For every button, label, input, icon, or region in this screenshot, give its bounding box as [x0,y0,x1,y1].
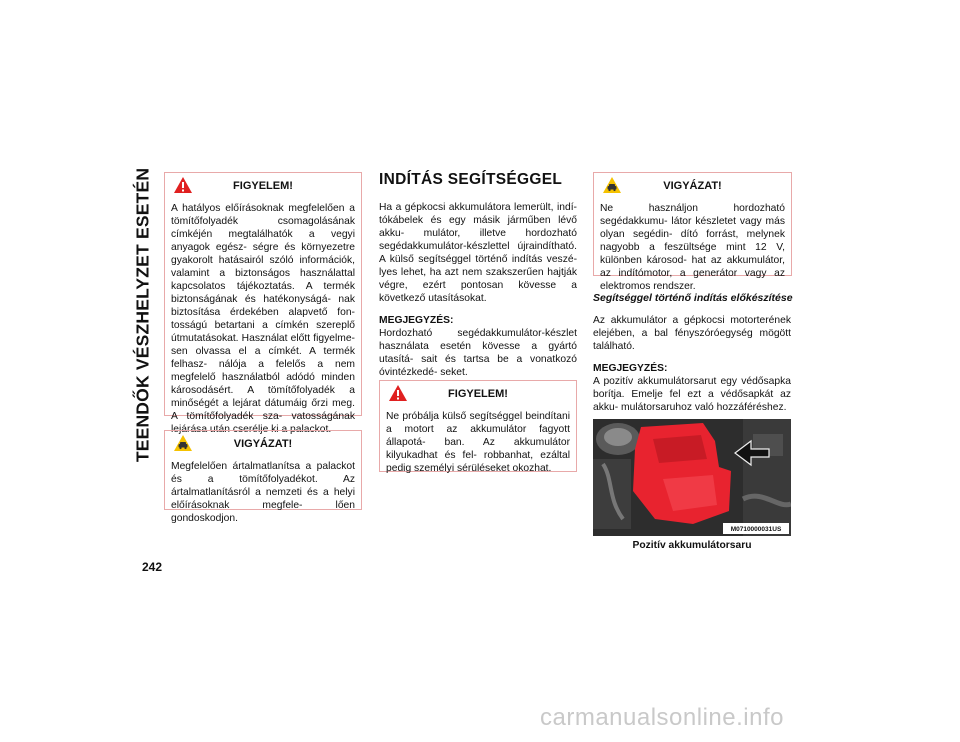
warning-box-figyelem-1 [164,172,362,435]
prep-subheading: Segítséggel történő indítás előkészítése [593,292,793,304]
site-watermark: carmanualsonline.info [540,704,784,731]
caution-box-header [165,431,361,457]
caution-box-vigyazat-2 [593,172,792,292]
caution-box-vigyazat-1 [164,430,362,524]
note-text: Hordozható segédakkumulátor-készlet használata esetén kövesse a gyártó utasítá- sait és tartsa be a vonatkozó óvintézkedé- seket. [379,328,577,378]
caution-box-title: VIGYÁZAT! [663,180,722,192]
warning-box-figyelem-2 [379,380,577,472]
battery-terminal-photo [593,419,791,536]
section-body [379,201,577,388]
prep-note-text: A pozitív akkumulátorsarut egy védősapka borítja. Emelje fel ezt a védősapkát az akku- mulátorsaruhoz való hozzáféréshez. [593,376,791,413]
engine-bay-illustration [593,419,791,536]
note-label: MEGJEGYZÉS: [379,315,454,326]
photo-caption: Pozitív akkumulátorsaru [632,540,752,551]
section-heading: INDÍTÁS SEGÍTSÉGGEL [379,171,563,188]
page-number: 242 [142,560,163,574]
caution-box-text: Megfelelően ártalmatlanítsa a palackot és a tömítőfolyadékot. Az ártalmatlanításról a nemzeti és a helyi előírásoknak megfele- lően gondoskodjon. [171,461,355,524]
caution-box-title: VIGYÁZAT! [233,438,293,450]
warning-box-header [380,381,576,407]
caution-box-text: Ne használjon hordozható segédakkumu- látor készletet vagy más olyan segédin- dító forrást, melynek nagyobb a feszültsége mint 12 V, különben károsod- hat az akkumulátor, az indítómotor, a generátor vagy az elektromos rendszer. [600,203,785,292]
caution-box-header [594,173,791,199]
warning-box-header [165,173,361,199]
prep-body [593,314,791,423]
sidebar-title-text: TEENDŐK VÉSZHELYZET ESETÉN [132,167,153,463]
intro-paragraph: Ha a gépkocsi akkumulátora lemerült, indí- tókábelek és egy másik járműben lévő akku- mulátor, illetve hordozható segédakkumulátor-készlettel újraindítható. A külső segítséggel történő indítás veszé- lyes lehet, ha azt nem szakszerűen hajtják végre, ezért pontosan kövesse a következő utasításokat. [379,202,577,304]
prep-note-label: MEGJEGYZÉS: [593,363,668,374]
warning-box-title: FIGYELEM! [448,388,508,400]
warning-box-text: A hatályos előírásoknak megfelelően a tömítőfolyadék csomagolásának címkéjén megtalálhatók a vegyi anyagok egész- ségre és környezetre gyakorolt hatásairól szóló információk, valamint a biztonságos használattal kapcsolatos tájékoztatás. A termék biztonságának és hatékonyságá- nak biztosítása érdekében alapvető fon- tosságú betartani a címkén szereplő útmutatásokat. Használat előtt figyelme- sen olvassa el a címkét. A termék felhasz- nálója a felelős a nem megfelelő használatból adódó minden károsodásért. A tömítőfolyadék a minőségét a lejárat dátumáig őrzi meg. A tömítőfolyadék sza- vatosságának lejárása után cserélje ki a palackot. [171,203,355,435]
photo-code-label: M0710000031US [730,526,782,533]
section-sidebar-title [128,167,158,463]
prep-paragraph: Az akkumulátor a gépkocsi motorterének elejében, a bal fényszóróegység mögött található. [593,315,791,352]
warning-box-text: Ne próbálja külső segítséggel beindítani a motort az akkumulátor fagyott állapotá- ban. Az akkumulátor kilyukadhat és fel- robbanhat, ezáltal pedig személyi sérüléseket okozhat. [386,411,570,474]
warning-box-title: FIGYELEM! [233,180,293,192]
